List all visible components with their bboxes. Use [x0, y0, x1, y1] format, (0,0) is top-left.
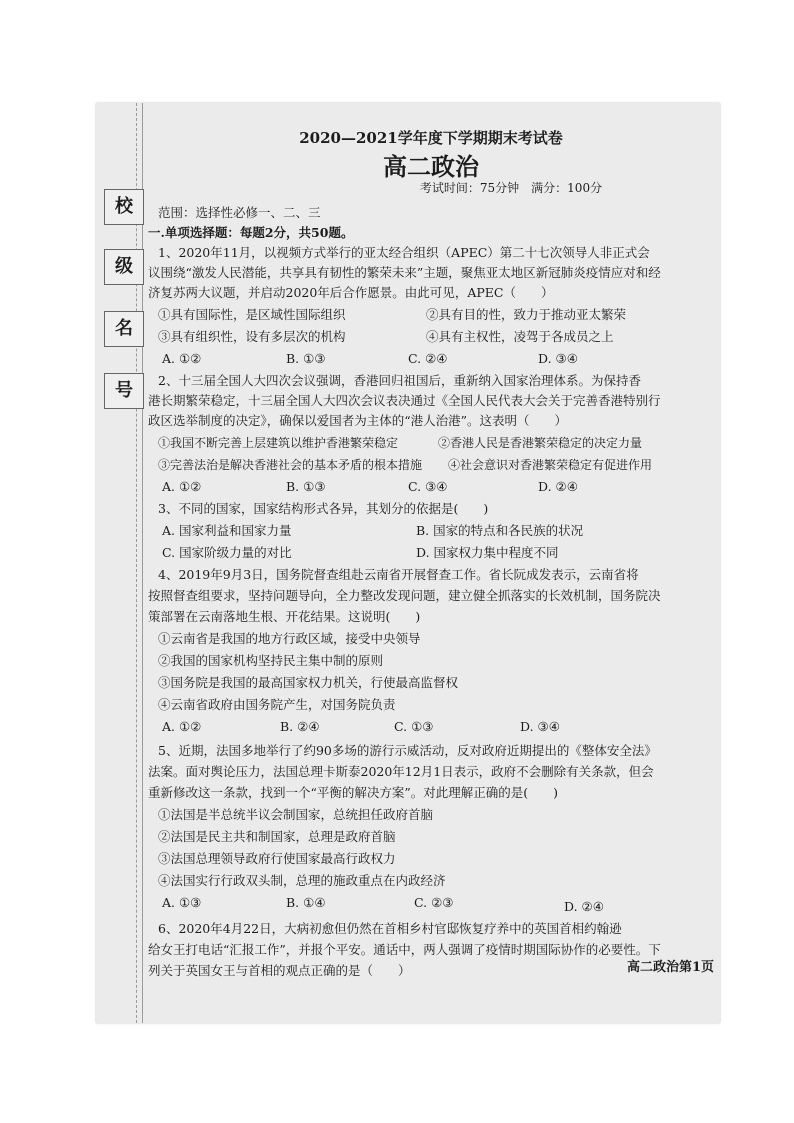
q5-stem-line: 5、近期，法国多地举行了约90多场的游行示威活动，反对政府近期提出的《整体安全法》 [158, 743, 657, 758]
q2-statement-1: ①我国不断完善上层建筑以维护香港繁荣稳定 [158, 436, 399, 450]
q4-statement: ③国务院是我国的最高国家权力机关，行使最高监督权 [158, 675, 459, 690]
q1-option-d: D. ③④ [538, 351, 578, 366]
q6-stem-line: 给女王打电话“汇报工作”，并报个平安。通话中，两人强调了疫情时期国际协作的必要性。下 [148, 942, 661, 957]
q5-statement: ②法国是民主共和制国家，总理是政府首脑 [158, 829, 396, 844]
q4-stem-line: 4、2019年9月3日，国务院督查组赴云南省开展督查工作。省长阮成发表示，云南省将 [158, 567, 639, 582]
q3-stem: 3、不同的国家，国家结构形式各异，其划分的依据是( ) [158, 501, 489, 516]
q3-option-c: C. 国家阶级力量的对比 [162, 545, 292, 560]
q1-statement-1: ①具有国际性，是区域性国际组织 [158, 307, 346, 322]
binding-label-name: 名 [104, 311, 144, 347]
section-heading: 一.单项选择题：每题2分，共50题。 [148, 225, 354, 240]
q3-option-b: B. 国家的特点和各民族的状况 [416, 523, 584, 538]
q6-stem-line: 6、2020年4月22日，大病初愈但仍然在首相乡村官邸恢复疗养中的英国首相约翰逊 [158, 921, 622, 936]
q5-option-a: A. ①③ [162, 895, 202, 910]
q5-stem-line: 重新修改这一条款，找到一个“平衡的解决方案”。对此理解正确的是( ) [148, 785, 559, 800]
q1-stem-line: 济复苏两大议题，并启动2020年后合作愿景。由此可见，APEC（ ） [148, 285, 554, 300]
q1-stem-line: 议围绕“激发人民潜能，共享具有韧性的繁荣未来”主题，聚焦亚太地区新冠肺炎疫情应对和经 [148, 265, 661, 280]
binding-label-number: 号 [104, 373, 144, 409]
q5-statement: ③法国总理领导政府行使国家最高行政权力 [158, 851, 396, 866]
q2-statement-3: ③完善法治是解决香港社会的基本矛盾的根本措施 [158, 458, 423, 472]
q1-option-c: C. ②④ [408, 351, 448, 366]
exam-title: 2020—2021学年度下学期期末考试卷 [299, 129, 563, 147]
binding-strip [96, 103, 143, 1023]
exam-sheet [96, 103, 720, 1023]
q2-stem-line: 2、十三届全国人大四次会议强调，香港回归祖国后，重新纳入国家治理体系。为保持香 [158, 373, 641, 388]
q2-statement-2: ②香港人民是香港繁荣稳定的决定力量 [438, 436, 643, 450]
q5-option-c: C. ②③ [414, 895, 454, 910]
q4-stem-line: 按照督查组要求，坚持问题导向，全力整改发现问题，建立健全抓落实的长效机制，国务院决 [148, 588, 661, 603]
exam-subject: 高二政治 [383, 152, 479, 181]
binding-label-class: 级 [104, 249, 144, 285]
q2-option-d: D. ②④ [538, 479, 578, 494]
q4-option-c: C. ①③ [394, 719, 434, 734]
q5-option-d: D. ②④ [564, 899, 604, 914]
q5-statement: ①法国是半总统半议会制国家，总统担任政府首脑 [158, 807, 434, 822]
q4-stem-line: 策部署在云南落地生根、开花结果。这说明( ) [148, 609, 421, 624]
binding-label-school: 校 [104, 189, 144, 225]
exam-time-score: 考试时间：75分钟 满分：100分 [419, 181, 603, 195]
q2-option-c: C. ③④ [408, 479, 448, 494]
binding-dashed-line [136, 103, 138, 1023]
q2-option-b: B. ①③ [286, 479, 326, 494]
q3-option-d: D. 国家权力集中程度不同 [416, 545, 559, 560]
q1-statement-4: ④具有主权性，凌驾于各成员之上 [426, 329, 614, 344]
q2-option-a: A. ①② [162, 479, 202, 494]
q6-stem-line: 列关于英国女王与首相的观点正确的是（ ） [148, 963, 411, 978]
q4-option-a: A. ①② [162, 719, 202, 734]
q2-stem-line: 政区选举制度的决定》，确保以爱国者为主体的“港人治港”。这表明（ ） [148, 413, 568, 428]
q1-option-a: A. ①② [162, 351, 202, 366]
exam-scope: 范围：选择性必修一、二、三 [158, 205, 321, 220]
q4-statement: ④云南省政府由国务院产生，对国务院负责 [158, 697, 396, 712]
q4-statement: ②我国的国家机构坚持民主集中制的原则 [158, 653, 384, 668]
q5-option-b: B. ①④ [286, 895, 326, 910]
q2-stem-line: 港长期繁荣稳定，十三届全国人大四次会议表决通过《全国人民代表大会关于完善香港特别行 [148, 393, 661, 408]
q1-stem-line: 1、2020年11月，以视频方式举行的亚太经合组织（APEC）第二十七次领导人非正式会 [158, 245, 650, 260]
q4-option-b: B. ②④ [280, 719, 320, 734]
page-footer: 高二政治第1页 [626, 960, 714, 975]
q4-option-d: D. ③④ [520, 719, 560, 734]
q1-option-b: B. ①③ [286, 351, 326, 366]
q4-statement: ①云南省是我国的地方行政区域，接受中央领导 [158, 631, 421, 646]
q5-stem-line: 法案。面对舆论压力，法国总理卡斯泰2020年12月1日表示，政府不会删除有关条款，但会 [148, 764, 654, 779]
q2-statement-4: ④社会意识对香港繁荣稳定有促进作用 [448, 458, 653, 472]
q5-statement: ④法国实行行政双头制，总理的施政重点在内政经济 [158, 873, 446, 888]
q1-statement-2: ②具有目的性，致力于推动亚太繁荣 [426, 307, 627, 322]
q1-statement-3: ③具有组织性，设有多层次的机构 [158, 329, 346, 344]
q3-option-a: A. 国家利益和国家力量 [162, 523, 292, 538]
